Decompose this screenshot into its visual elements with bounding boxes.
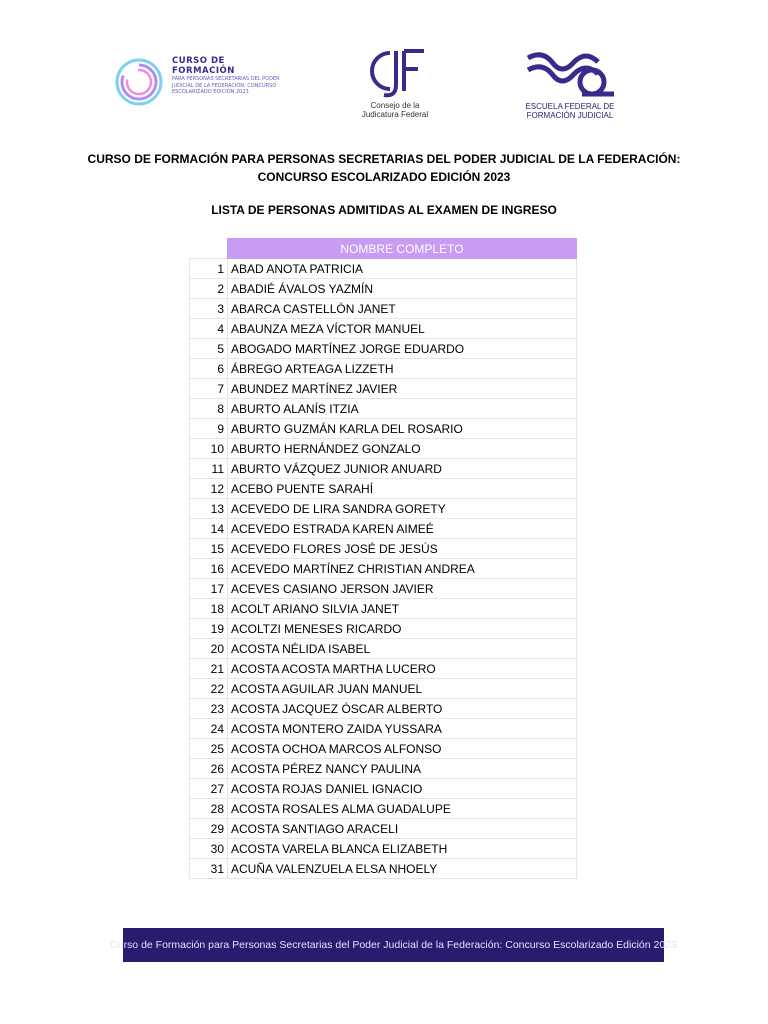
admitted-list-table — [189, 238, 577, 879]
row-number: 18 — [190, 599, 228, 619]
row-full-name: ACEBO PUENTE SARAHÍ — [228, 479, 577, 499]
effj-logo — [520, 48, 620, 128]
table-row — [190, 779, 577, 799]
table-row — [190, 319, 577, 339]
row-number: 25 — [190, 739, 228, 759]
row-number: 5 — [190, 339, 228, 359]
curso-logo-line1: CURSO DE — [172, 56, 225, 66]
table-row — [190, 599, 577, 619]
table-row — [190, 539, 577, 559]
row-number: 1 — [190, 259, 228, 279]
effj-caption-line2: FORMACIÓN JUDICIAL — [526, 111, 614, 120]
table-row — [190, 859, 577, 879]
row-full-name: ACOSTA ACOSTA MARTHA LUCERO — [228, 659, 577, 679]
table-row — [190, 559, 577, 579]
curso-formacion-logo — [112, 55, 302, 115]
table-row — [190, 399, 577, 419]
row-number: 23 — [190, 699, 228, 719]
row-number: 26 — [190, 759, 228, 779]
table-row — [190, 819, 577, 839]
row-full-name: ACOLTZI MENESES RICARDO — [228, 619, 577, 639]
row-full-name: ABURTO VÁZQUEZ JUNIOR ANUARD — [228, 459, 577, 479]
row-number: 15 — [190, 539, 228, 559]
table-row — [190, 479, 577, 499]
table-row — [190, 279, 577, 299]
row-number: 31 — [190, 859, 228, 879]
table-row — [190, 579, 577, 599]
row-full-name: ABARCA CASTELLÓN JANET — [228, 299, 577, 319]
row-full-name: ACEVEDO ESTRADA KAREN AIMEÉ — [228, 519, 577, 539]
document-subtitle: LISTA DE PERSONAS ADMITIDAS AL EXAMEN DE INGRESO — [211, 203, 557, 217]
row-number: 10 — [190, 439, 228, 459]
row-full-name: ACEVEDO FLORES JOSÉ DE JESÚS — [228, 539, 577, 559]
table-row — [190, 719, 577, 739]
table-row — [190, 359, 577, 379]
row-full-name: ABUNDEZ MARTÍNEZ JAVIER — [228, 379, 577, 399]
cjf-monogram-icon — [360, 45, 430, 101]
row-number: 28 — [190, 799, 228, 819]
row-number: 13 — [190, 499, 228, 519]
table-header-row — [190, 239, 577, 259]
table-row — [190, 839, 577, 859]
row-number: 17 — [190, 579, 228, 599]
table-row — [190, 619, 577, 639]
cjf-caption-line1: Consejo de la — [370, 101, 420, 110]
row-number: 6 — [190, 359, 228, 379]
row-number: 12 — [190, 479, 228, 499]
row-full-name: ÁBREGO ARTEAGA LIZZETH — [228, 359, 577, 379]
table-row — [190, 639, 577, 659]
row-full-name: ACOSTA AGUILAR JUAN MANUEL — [228, 679, 577, 699]
row-number: 24 — [190, 719, 228, 739]
row-full-name: ABAD ANOTA PATRICIA — [228, 259, 577, 279]
curso-logo-line5: ESCOLARIZADO EDICIÓN 2023 — [172, 89, 249, 95]
row-full-name: ABAUNZA MEZA VÍCTOR MANUEL — [228, 319, 577, 339]
effj-caption-line1: ESCUELA FEDERAL DE — [525, 102, 615, 111]
title-line2: CONCURSO ESCOLARIZADO EDICIÓN 2023 — [257, 170, 511, 184]
row-number: 30 — [190, 839, 228, 859]
row-full-name: ACOSTA MONTERO ZAIDA YUSSARA — [228, 719, 577, 739]
table-row — [190, 499, 577, 519]
row-full-name: ACOSTA OCHOA MARCOS ALFONSO — [228, 739, 577, 759]
row-full-name: ACOLT ARIANO SILVIA JANET — [228, 599, 577, 619]
cjf-logo — [350, 45, 440, 125]
name-column-header: NOMBRE COMPLETO — [228, 239, 577, 259]
row-full-name: ABOGADO MARTÍNEZ JORGE EDUARDO — [228, 339, 577, 359]
row-number: 21 — [190, 659, 228, 679]
row-full-name: ABURTO HERNÁNDEZ GONZALO — [228, 439, 577, 459]
row-number: 9 — [190, 419, 228, 439]
title-line1: CURSO DE FORMACIÓN PARA PERSONAS SECRETARIAS DEL PODER JUDICIAL DE LA FEDERACIÓN: — [87, 152, 681, 166]
row-full-name: ACOSTA ROJAS DANIEL IGNACIO — [228, 779, 577, 799]
number-column-header — [190, 239, 228, 259]
row-full-name: ACUÑA VALENZUELA ELSA NHOELY — [228, 859, 577, 879]
effj-emblem-icon — [522, 48, 618, 102]
row-full-name: ABURTO GUZMÁN KARLA DEL ROSARIO — [228, 419, 577, 439]
table-body — [190, 259, 577, 879]
row-number: 14 — [190, 519, 228, 539]
table-row — [190, 659, 577, 679]
row-full-name: ACOSTA ROSALES ALMA GUADALUPE — [228, 799, 577, 819]
row-number: 8 — [190, 399, 228, 419]
curso-logo-line4: JUDICIAL DE LA FEDERACIÓN: CONCURSO — [172, 82, 277, 89]
row-number: 27 — [190, 779, 228, 799]
table-row — [190, 419, 577, 439]
row-full-name: ACEVEDO DE LIRA SANDRA GORETY — [228, 499, 577, 519]
row-number: 20 — [190, 639, 228, 659]
table-row — [190, 759, 577, 779]
row-number: 2 — [190, 279, 228, 299]
cjf-caption-line2: Judicatura Federal — [361, 110, 429, 119]
curso-ring-icon — [112, 55, 166, 109]
row-number: 4 — [190, 319, 228, 339]
row-number: 3 — [190, 299, 228, 319]
table-row — [190, 679, 577, 699]
row-full-name: ACEVES CASIANO JERSON JAVIER — [228, 579, 577, 599]
table-row — [190, 739, 577, 759]
row-full-name: ACOSTA SANTIAGO ARACELI — [228, 819, 577, 839]
header-logos — [0, 0, 768, 135]
row-number: 7 — [190, 379, 228, 399]
footer-banner: Curso de Formación para Personas Secretarias del Poder Judicial de la Federación: Concurso Escolarizado Edición 2023 — [123, 928, 664, 962]
document-title — [0, 150, 768, 186]
table-row — [190, 299, 577, 319]
curso-logo-line3: PARA PERSONAS SECRETARIAS DEL PODER — [172, 76, 280, 82]
curso-logo-line2: FORMACIÓN — [172, 66, 235, 76]
table-row — [190, 339, 577, 359]
table-row — [190, 379, 577, 399]
table-row — [190, 519, 577, 539]
table-row — [190, 459, 577, 479]
table-row — [190, 799, 577, 819]
row-number: 16 — [190, 559, 228, 579]
row-full-name: ACOSTA VARELA BLANCA ELIZABETH — [228, 839, 577, 859]
row-full-name: ACOSTA JACQUEZ ÓSCAR ALBERTO — [228, 699, 577, 719]
table-row — [190, 259, 577, 279]
row-full-name: ACOSTA PÉREZ NANCY PAULINA — [228, 759, 577, 779]
row-full-name: ABADIÉ ÁVALOS YAZMÍN — [228, 279, 577, 299]
row-number: 19 — [190, 619, 228, 639]
row-full-name: ACOSTA NÉLIDA ISABEL — [228, 639, 577, 659]
row-number: 11 — [190, 459, 228, 479]
row-full-name: ABURTO ALANÍS ITZIA — [228, 399, 577, 419]
table-row — [190, 439, 577, 459]
row-number: 22 — [190, 679, 228, 699]
table-row — [190, 699, 577, 719]
row-number: 29 — [190, 819, 228, 839]
row-full-name: ACEVEDO MARTÍNEZ CHRISTIAN ANDREA — [228, 559, 577, 579]
